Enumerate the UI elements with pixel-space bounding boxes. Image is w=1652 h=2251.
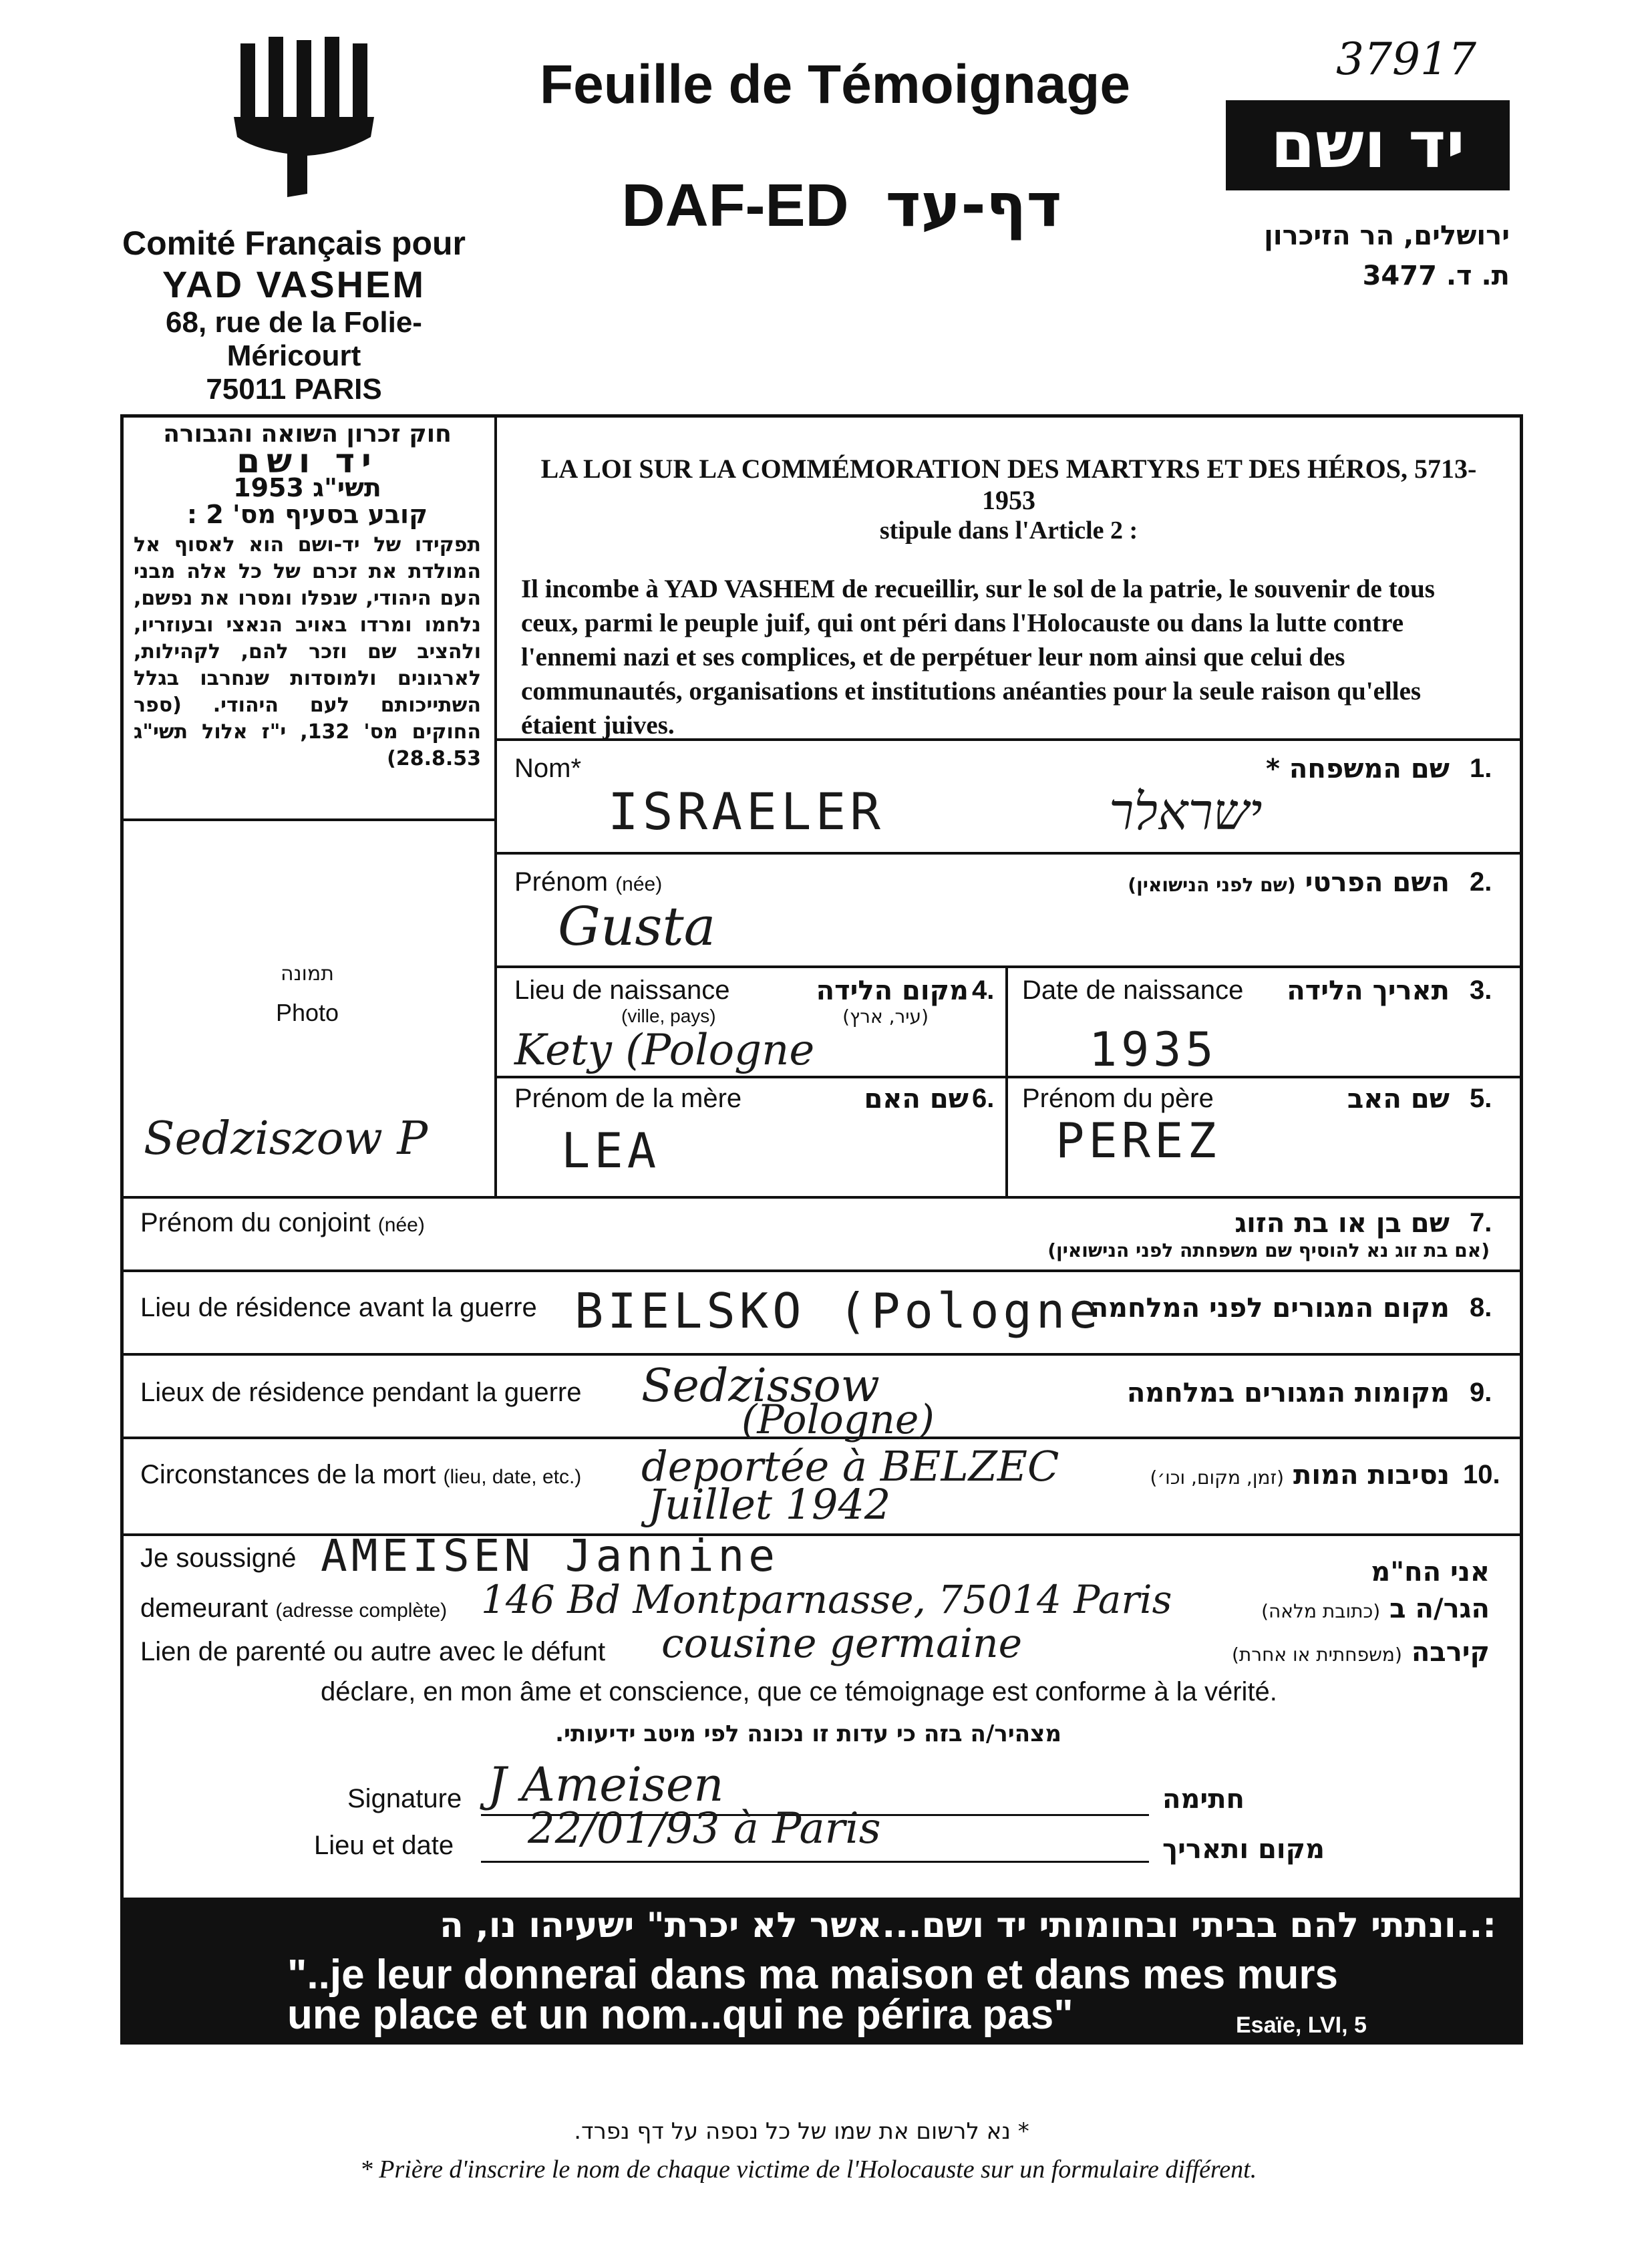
- date-naissance-value: 1935: [1089, 1022, 1218, 1077]
- lieu-date-value: 22/01/93 à Paris: [528, 1804, 881, 1853]
- field-number: 4.: [972, 976, 995, 1005]
- lieu-date-label-hebrew: מקום ותאריך: [1162, 1834, 1325, 1865]
- residence-pendant-label-hebrew: מקומות המגורים במלחמה: [1126, 1378, 1450, 1408]
- law-french-title: LA LOI SUR LA COMMÉMORATION DES MARTYRS ET DES HÉROS, 5713-1953: [540, 454, 1477, 515]
- circonstances-label-hebrew-note: (זמן, מקום, וכו׳): [1150, 1467, 1285, 1489]
- lieu-naissance-label-hebrew-note: (עיר, ארץ): [842, 1006, 929, 1028]
- nom-value-hebrew: ישראלר: [1109, 782, 1263, 841]
- law-hebrew-body: תפקידו של יד-ושם הוא לאסוף אל המולדת את זכרם של כל אלה מבני העם היהודי, שנפלו ומסרו את נפשם, נלחמו ומרדו באויב הנאצי ובעוזריו, ולהציב שם וזכר להם, לקהילות, לארגונים ולמוסדות שנחרבו בגלל השתייכותם לעם היהודי. (ספר החוקים מס' 132, י"ז אלול תשי"ג 28.8.53): [134, 533, 481, 770]
- lien-label-hebrew-note: (משפחתית או אחרת): [1231, 1644, 1402, 1666]
- prenom-label-note: (née): [615, 873, 663, 895]
- field-number: 3.: [1470, 976, 1492, 1005]
- po-box: ת. ד. 3477: [1362, 261, 1510, 291]
- signature-value: J Ameisen: [488, 1757, 724, 1812]
- field-number: 10.: [1463, 1460, 1500, 1489]
- row-divider: [494, 1076, 1523, 1078]
- circonstances-label-note: (lieu, date, etc.): [443, 1466, 582, 1488]
- prenom-label-hebrew: [902, 867, 1450, 898]
- footnote-french: * Prière d'inscrire le nom de chaque victime de l'Holocauste sur un formulaire différent.: [359, 2155, 1257, 2184]
- archive-number: 37917: [1336, 33, 1476, 85]
- prenom-label-hebrew-note: (שם לפני הנישואין): [1128, 874, 1296, 896]
- committee-org: YAD VASHEM: [162, 263, 426, 305]
- banner-french-line2: une place et un nom...qui ne périra pas": [287, 1992, 1073, 2038]
- circonstances-label-hebrew: [1136, 1460, 1450, 1491]
- field-number: 8.: [1470, 1293, 1492, 1322]
- field-number: 7.: [1470, 1208, 1492, 1237]
- jerusalem-address: ירושלים, הר הזיכרון: [1264, 220, 1510, 251]
- isaiah-quote-banner: [120, 1898, 1523, 2045]
- pere-label-hebrew: שם האב: [1347, 1084, 1450, 1114]
- page-title: Feuille de Témoignage: [540, 54, 1130, 115]
- committee-name: Comité Français pour: [122, 224, 466, 262]
- banner-reference: Esaïe, LVI, 5: [1236, 2012, 1367, 2038]
- left-column-divider: [494, 414, 497, 1196]
- row-divider: [120, 1269, 1523, 1272]
- soussigne-value: AMEISEN Jannine: [321, 1530, 780, 1582]
- pere-value: PEREZ: [1055, 1112, 1220, 1169]
- prenom-label-hebrew-text: השם הפרטי: [1305, 867, 1450, 898]
- lien-label-hebrew-text: קירבה: [1411, 1637, 1490, 1668]
- daf-ed-title: [574, 170, 1109, 241]
- prenom-label: [514, 867, 662, 897]
- lieu-naissance-label-note: (ville, pays): [621, 1006, 716, 1026]
- mere-value: LEA: [561, 1122, 661, 1179]
- demeurant-value: 146 Bd Montparnasse, 75014 Paris: [481, 1577, 1172, 1622]
- nom-label: Nom*: [514, 754, 582, 783]
- yad-vashem-menorah-logo: [227, 37, 381, 204]
- conjoint-label-hebrew-note: (אם בת זוג נא להוסיף שם משפחתה לפני הנישואין): [1047, 1239, 1490, 1261]
- committee-address: [100, 224, 488, 406]
- law-french-body: Il incombe à YAD VASHEM de recueillir, sur le sol de la patrie, le souvenir de tous ceux, parmi le peuple juif, qui ont péri dans l'Holocauste ou dans la lutte contre l'ennemi nazi et ses complices, et de perpétuer leur nom ainsi que celui des communautés, organisations et institutions anéanties pour la seule raison qu'elles étaient juives.: [521, 575, 1435, 740]
- lieu-date-label: Lieu et date: [314, 1831, 454, 1860]
- residence-avant-label: Lieu de résidence avant la guerre: [140, 1293, 537, 1322]
- field-number: 1.: [1470, 754, 1492, 783]
- signature-label-hebrew: חתימה: [1162, 1784, 1245, 1815]
- nom-label-hebrew: שם המשפחה *: [1266, 754, 1450, 784]
- lieu-date-line: [481, 1861, 1149, 1863]
- photo-label: Photo: [275, 999, 339, 1026]
- photo-handwritten-note: Sedziszow P: [144, 1112, 428, 1165]
- residence-avant-value: BIELSKO (Pologne: [574, 1283, 1102, 1339]
- date-naissance-label: Date de naissance: [1022, 976, 1244, 1005]
- mere-label: Prénom de la mère: [514, 1084, 742, 1113]
- lieu-naissance-label: Lieu de naissance: [514, 976, 730, 1005]
- yad-vashem-hebrew-logo: יד ושם: [1226, 100, 1510, 190]
- row-divider: [120, 1196, 1523, 1199]
- law-hebrew: [134, 421, 481, 772]
- lieu-naissance-value: Kety (Pologne: [514, 1026, 815, 1075]
- circonstances-value-line2: Juillet 1942: [648, 1480, 891, 1529]
- lieu-naissance-label-hebrew: מקום הלידה: [816, 976, 969, 1006]
- demeurant-label-hebrew-text: הגר/ה ב: [1389, 1594, 1490, 1624]
- law-french-subtitle: stipule dans l'Article 2 :: [879, 516, 1138, 545]
- soussigne-label-hebrew: אני הח"מ: [1371, 1557, 1490, 1588]
- pere-label: Prénom du père: [1022, 1084, 1214, 1113]
- signature-label: Signature: [347, 1784, 462, 1813]
- law-french: [521, 453, 1496, 742]
- law-hebrew-title2: יד ושם: [236, 442, 378, 480]
- circonstances-value-line1: deportée à BELZEC: [641, 1442, 1059, 1491]
- footnote-hebrew: * נא לרשום את שמו של כל נספה על דף נפרד.: [574, 2118, 1029, 2145]
- demeurant-label-hebrew-note: (כתובת מלאה): [1261, 1600, 1381, 1622]
- daf-ed-hebrew: דף-עד: [885, 170, 1062, 241]
- photo-label-hebrew: תמונה: [281, 962, 334, 986]
- circonstances-label: [140, 1460, 581, 1490]
- nom-value: ISRAELER: [608, 782, 885, 841]
- prenom-value: Gusta: [558, 895, 716, 957]
- date-naissance-label-hebrew: תאריך הלידה: [1287, 976, 1450, 1006]
- demeurant-label: [140, 1594, 447, 1624]
- lien-label: Lien de parenté ou autre avec le défunt: [140, 1637, 606, 1666]
- circonstances-label-hebrew-text: נסיבות המות: [1293, 1460, 1450, 1491]
- demeurant-label-hebrew: [1236, 1594, 1490, 1624]
- declaration-french: déclare, en mon âme et conscience, que ce témoignage est conforme à la vérité.: [321, 1677, 1277, 1706]
- law-hebrew-title3: תשי"ג 1953: [233, 473, 381, 502]
- field-number: 6.: [972, 1084, 995, 1113]
- law-photo-divider: [120, 818, 494, 821]
- conjoint-label-text: Prénom du conjoint: [140, 1208, 371, 1237]
- law-hebrew-title4: קובע בסעיף מס' 2 :: [186, 500, 428, 529]
- field-number: 5.: [1470, 1084, 1492, 1113]
- mere-label-hebrew: שם האם: [864, 1084, 969, 1114]
- demeurant-label-text: demeurant: [140, 1594, 269, 1623]
- conjoint-label: [140, 1208, 425, 1238]
- conjoint-label-note: (née): [377, 1214, 425, 1236]
- lien-value: cousine germaine: [661, 1620, 1023, 1667]
- residence-pendant-value-line2: (Pologne): [741, 1396, 935, 1443]
- residence-pendant-value-line1: Sedzissow: [641, 1360, 880, 1412]
- banner-french-line1: "..je leur donnerai dans ma maison et dans mes murs: [287, 1952, 1339, 1998]
- committee-street: 68, rue de la Folie-Méricourt: [166, 306, 422, 372]
- conjoint-label-hebrew: שם בן או בת הזוג: [1234, 1208, 1450, 1239]
- prenom-label-text: Prénom: [514, 867, 609, 897]
- declaration-hebrew: מצהיר/ה בזה כי עדות זו נכונה לפי מיטב ידיעותי.: [555, 1720, 1061, 1747]
- field-number: 2.: [1470, 867, 1492, 897]
- mid-column-divider: [1005, 965, 1008, 1196]
- residence-avant-label-hebrew: מקום המגורים לפני המלחמה: [1090, 1293, 1450, 1324]
- row-divider: [120, 1353, 1523, 1356]
- row-divider: [494, 965, 1523, 968]
- law-hebrew-title1: חוק זכרון השואה והגבורה: [163, 420, 452, 448]
- demeurant-label-note: (adresse complète): [275, 1600, 448, 1622]
- circonstances-label-text: Circonstances de la mort: [140, 1460, 436, 1489]
- lien-label-hebrew: [1196, 1637, 1490, 1668]
- row-divider: [494, 852, 1523, 855]
- committee-city: 75011 PARIS: [206, 373, 382, 406]
- soussigne-label: Je soussigné: [140, 1543, 297, 1573]
- field-number: 9.: [1470, 1378, 1492, 1407]
- residence-pendant-label: Lieux de résidence pendant la guerre: [140, 1378, 582, 1407]
- daf-ed-latin: DAF-ED: [621, 172, 849, 239]
- banner-hebrew: :..ונתתי להם בביתי ובחומותי יד ושם...אשר לא יכרת" ישעיהו נו, ה: [440, 1906, 1496, 1946]
